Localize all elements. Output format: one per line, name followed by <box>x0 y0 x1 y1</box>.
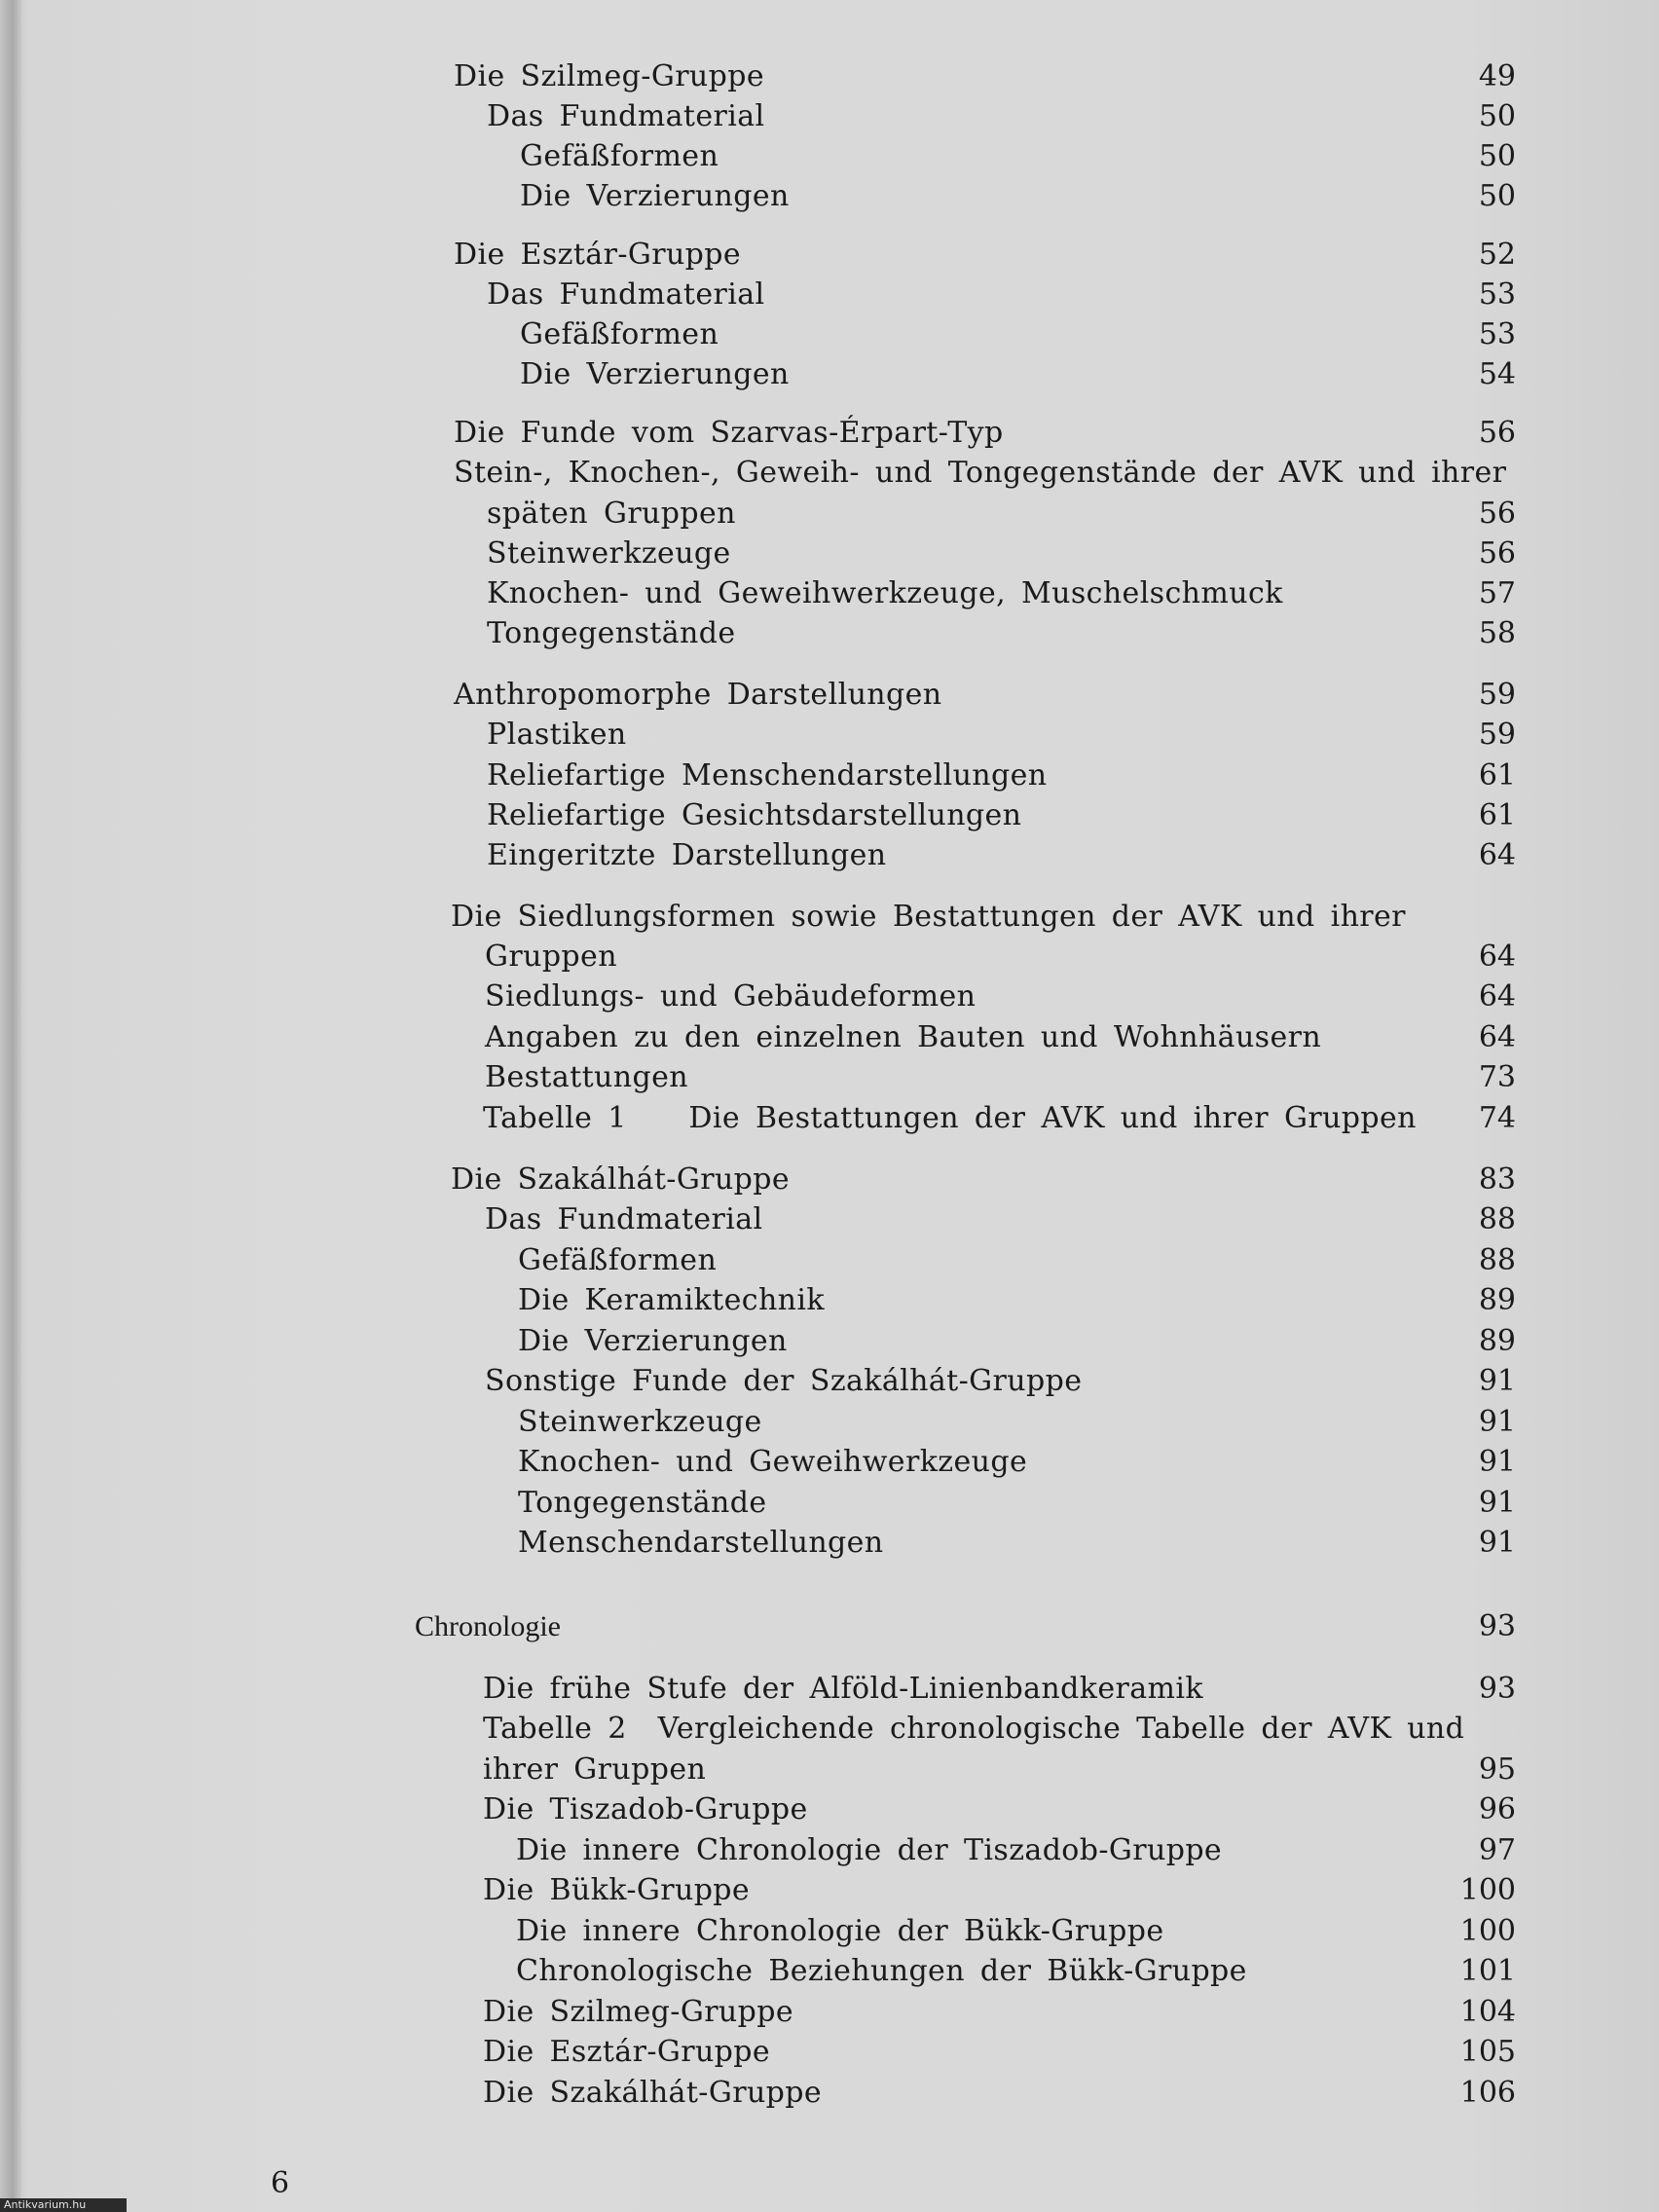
toc-entry-page: 53 <box>1478 277 1516 312</box>
toc-entry-title: Reliefartige Menschendarstellungen <box>487 758 1048 793</box>
toc-entry-page: 50 <box>1478 179 1516 213</box>
toc-entry-title: Tongegenstände <box>487 616 736 650</box>
toc-entry-page: 56 <box>1478 416 1516 450</box>
toc-entry <box>0 1523 1659 1564</box>
toc-entry-page: 96 <box>1478 1792 1516 1826</box>
toc-entry-page: 61 <box>1478 758 1516 793</box>
toc-entry <box>0 1992 1659 2033</box>
toc-entry-page: 61 <box>1478 798 1516 832</box>
toc-entry-title: ihrer Gruppen <box>483 1752 707 1787</box>
toc-entry-title: Die Szilmeg-Gruppe <box>454 59 765 93</box>
toc-entry <box>0 235 1659 276</box>
toc-entry-page: 100 <box>1459 1873 1516 1907</box>
toc-entry-title: Die Esztár-Gruppe <box>454 238 742 272</box>
toc-entry-title: Die Siedlungsformen sowie Bestattungen der AVK und ihrer <box>451 900 1406 934</box>
toc-entry-title: Gefäßformen <box>520 317 719 351</box>
toc-entry <box>0 1057 1659 1098</box>
toc-entry-page: 59 <box>1478 718 1516 752</box>
toc-entry-title: Reliefartige Gesichtsdarstellungen <box>487 798 1022 832</box>
toc-entry-title: Steinwerkzeuge <box>518 1405 762 1439</box>
toc-entry <box>0 977 1659 1017</box>
toc-entry-title: Die Keramiktechnik <box>518 1283 825 1317</box>
toc-entry <box>0 96 1659 137</box>
toc-entry-title: Das Fundmaterial <box>485 1202 763 1236</box>
toc-entry-page: 106 <box>1459 2076 1516 2110</box>
toc-entry <box>0 1160 1659 1200</box>
toc-entry-page: 83 <box>1478 1162 1516 1197</box>
toc-entry-page: 91 <box>1478 1405 1516 1439</box>
toc-entry-title: Die Esztár-Gruppe <box>483 2035 771 2069</box>
toc-entry-title: Die innere Chronologie der Bükk-Gruppe <box>516 1914 1164 1948</box>
toc-entry-page: 64 <box>1478 940 1516 974</box>
toc-entry <box>0 1240 1659 1281</box>
toc-entry-page: 56 <box>1478 536 1516 571</box>
toc-entry-title: Die Verzierungen <box>520 179 790 213</box>
toc-entry-title: Die Bükk-Gruppe <box>483 1873 751 1907</box>
toc-entry <box>0 2073 1659 2114</box>
toc-entry-page: 52 <box>1478 238 1516 272</box>
toc-entry-title: Die Funde vom Szarvas-Érpart-Typ <box>454 416 1004 450</box>
toc-entry-title: Bestattungen <box>485 1060 688 1094</box>
toc-entry-page: 101 <box>1459 1954 1516 1988</box>
toc-entry-page: 58 <box>1478 616 1516 650</box>
toc-entry <box>0 715 1659 756</box>
toc-entry-page: 64 <box>1478 979 1516 1014</box>
toc-entry-title: Sonstige Funde der Szakálhát-Gruppe <box>485 1364 1083 1398</box>
toc-entry-title: Die frühe Stufe der Alföld-Linienbandkeramik <box>483 1672 1203 1706</box>
toc-entry-page: 50 <box>1478 99 1516 133</box>
toc-entry-page: 91 <box>1478 1526 1516 1560</box>
toc-entry-page: 74 <box>1478 1101 1516 1135</box>
toc-entry-page: 91 <box>1478 1445 1516 1479</box>
toc-chapter-title: Chronologie <box>415 1610 561 1642</box>
toc-entry-title: Die Szakálhát-Gruppe <box>451 1162 791 1197</box>
toc-entry-title: Die Verzierungen <box>518 1324 788 1358</box>
toc-entry <box>0 453 1659 494</box>
toc-entry-title: Die Szilmeg-Gruppe <box>483 1995 794 2029</box>
page-number: 6 <box>271 2166 290 2200</box>
toc-entry <box>0 2032 1659 2073</box>
toc-entry-page: 59 <box>1478 678 1516 712</box>
toc-entry-title: Knochen- und Geweihwerkzeuge <box>518 1445 1028 1479</box>
toc-entry-title: Eingeritzte Darstellungen <box>487 838 887 872</box>
toc-entry-page: 88 <box>1478 1243 1516 1277</box>
toc-entry-title: Die innere Chronologie der Tiszadob-Gruppe <box>516 1833 1223 1867</box>
toc-entry <box>0 937 1659 977</box>
toc-entry-page: 57 <box>1478 576 1516 610</box>
toc-entry-title: Steinwerkzeuge <box>487 536 731 571</box>
toc-entry <box>0 1789 1659 1830</box>
toc-entry <box>0 1402 1659 1443</box>
toc-entry-title: Tabelle 2 Vergleichende chronologische Tabelle der AVK und <box>483 1712 1465 1746</box>
toc-entry-page: 56 <box>1478 497 1516 531</box>
toc-entry-page: 64 <box>1478 1020 1516 1054</box>
toc-entry-title: Anthropomorphe Darstellungen <box>454 678 942 712</box>
toc-entry <box>0 1951 1659 1992</box>
toc-entry <box>0 314 1659 355</box>
toc-entry <box>0 1321 1659 1362</box>
toc-entry <box>0 1483 1659 1524</box>
toc-entry-page: 64 <box>1478 838 1516 872</box>
toc-entry <box>0 1199 1659 1240</box>
toc-entry-page: 104 <box>1459 1995 1516 2029</box>
toc-entry-title: Die Tiszadob-Gruppe <box>483 1792 808 1826</box>
toc-entry-page: 93 <box>1478 1609 1516 1643</box>
toc-entry-title: Stein-, Knochen-, Geweih- und Tongegenstände der AVK und ihrer <box>454 456 1507 490</box>
toc-entry-page: 91 <box>1478 1364 1516 1398</box>
toc-entry-page: 89 <box>1478 1324 1516 1358</box>
toc-entry <box>0 1911 1659 1952</box>
toc-entry <box>0 573 1659 614</box>
toc-entry <box>0 1098 1659 1139</box>
toc-entry-page: 54 <box>1478 357 1516 391</box>
toc-entry <box>0 1709 1659 1750</box>
toc-entry-page: 97 <box>1478 1833 1516 1867</box>
toc-entry <box>0 136 1659 177</box>
toc-entry-title: Gefäßformen <box>518 1243 718 1277</box>
toc-entry <box>0 413 1659 454</box>
toc-entry-title: Angaben zu den einzelnen Bauten und Wohnhäusern <box>485 1020 1322 1054</box>
toc-entry-page: 100 <box>1459 1914 1516 1948</box>
toc-entry <box>0 1830 1659 1871</box>
toc-entry-page: 89 <box>1478 1283 1516 1317</box>
toc-entry <box>0 675 1659 716</box>
toc-entry-title: späten Gruppen <box>487 497 736 531</box>
toc-entry-page: 95 <box>1478 1752 1516 1787</box>
toc-entry-title: Gefäßformen <box>520 139 719 173</box>
toc-entry <box>0 275 1659 315</box>
toc-entry-page: 88 <box>1478 1202 1516 1236</box>
toc-entry <box>0 56 1659 97</box>
toc-entry <box>0 613 1659 654</box>
toc-entry-title: Siedlungs- und Gebäudeformen <box>485 979 977 1014</box>
toc-entry <box>0 1750 1659 1790</box>
toc-entry <box>0 534 1659 574</box>
watermark: Antikvarium.hu <box>0 2198 127 2212</box>
toc-entry-title: Gruppen <box>485 940 617 974</box>
toc-entry-title: Die Szakálhát-Gruppe <box>483 2076 823 2110</box>
toc-entry-title: Menschendarstellungen <box>518 1526 884 1560</box>
toc-entry-title: Plastiken <box>487 718 627 752</box>
toc-entry <box>0 1870 1659 1911</box>
toc-entry-title: Die Verzierungen <box>520 357 790 391</box>
toc-entry <box>0 354 1659 395</box>
toc-entry-page: 73 <box>1478 1060 1516 1094</box>
toc-entry-page: 53 <box>1478 317 1516 351</box>
toc-entry <box>0 1669 1659 1710</box>
toc-entry-page: 105 <box>1459 2035 1516 2069</box>
toc-entry <box>0 1442 1659 1483</box>
toc-entry <box>0 176 1659 217</box>
toc-entry <box>0 795 1659 836</box>
toc-entry <box>0 1280 1659 1321</box>
toc-entry <box>0 494 1659 535</box>
toc-entry <box>0 1361 1659 1402</box>
toc-entry <box>0 1017 1659 1058</box>
toc-entry-title: Tongegenstände <box>518 1486 767 1520</box>
toc-entry-title: Tabelle 1 Die Bestattungen der AVK und ihrer Gruppen <box>483 1101 1417 1135</box>
toc-entry <box>0 756 1659 796</box>
toc-entry-page: 91 <box>1478 1486 1516 1520</box>
toc-entry-page: 49 <box>1478 59 1516 93</box>
toc-entry <box>0 835 1659 876</box>
toc-entry-title: Das Fundmaterial <box>487 277 765 312</box>
toc-entry-page: 93 <box>1478 1672 1516 1706</box>
toc-entry-title: Chronologische Beziehungen der Bükk-Gruppe <box>516 1954 1247 1988</box>
toc-entry <box>0 897 1659 938</box>
toc-entry-title: Das Fundmaterial <box>487 99 765 133</box>
toc-entry-title: Knochen- und Geweihwerkzeuge, Muschelschmuck <box>487 576 1283 610</box>
toc-entry <box>0 1606 1659 1647</box>
toc-entry-page: 50 <box>1478 139 1516 173</box>
